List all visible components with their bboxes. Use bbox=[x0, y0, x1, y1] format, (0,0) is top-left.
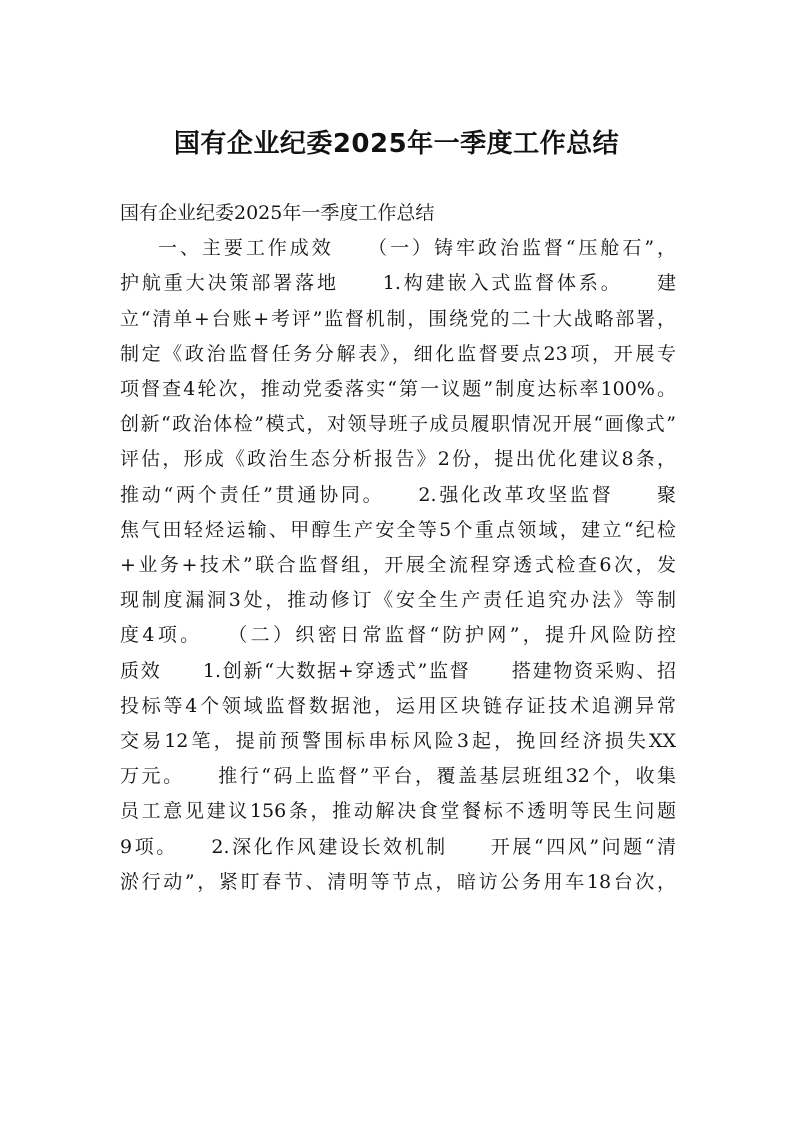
body-line: 投标等4个领域监督数据池，运用区块链存证技术追溯异常 bbox=[120, 694, 676, 717]
body-line: 淤行动”，紧盯春节、清明等节点，暗访公务用车18台次， bbox=[120, 870, 676, 893]
body-line: 9项。 2.深化作风建设长效机制 开展“四风”问题“清 bbox=[120, 835, 676, 858]
body-line: 员工意见建议156条，推动解决食堂餐标不透明等民生问题 bbox=[120, 800, 676, 823]
body-line: 制定《政治监督任务分解表》，细化监督要点23项，开展专 bbox=[120, 342, 676, 365]
document-body bbox=[120, 196, 676, 900]
body-line: 现制度漏洞3处，推动修订《安全生产责任追究办法》等制 bbox=[120, 589, 676, 612]
body-line: 评估，形成《政治生态分析报告》2份，提出优化建议8条， bbox=[120, 448, 676, 471]
body-line: 焦气田轻烃运输、甲醇生产安全等5个重点领域，建立“纪检 bbox=[120, 518, 676, 541]
body-line: 护航重大决策部署落地 1.构建嵌入式监督体系。 建 bbox=[120, 272, 676, 295]
body-line: 创新“政治体检”模式，对领导班子成员履职情况开展“画像式” bbox=[120, 413, 676, 436]
body-line: 项督查4轮次，推动党委落实“第一议题”制度达标率100%。 bbox=[120, 378, 676, 401]
body-line: 质效 1.创新“大数据+穿透式”监督 搭建物资采购、招 bbox=[120, 659, 676, 682]
body-line: 万元。 推行“码上监督”平台，覆盖基层班组32个，收集 bbox=[120, 765, 676, 788]
body-line: 推动“两个责任”贯通协同。 2.强化改革攻坚监督 聚 bbox=[120, 483, 676, 506]
body-line: 度4项。 （二）织密日常监督“防护网”，提升风险防控 bbox=[120, 624, 676, 647]
body-line: 交易12笔，提前预警围标串标风险3起，挽回经济损失XX bbox=[120, 730, 676, 753]
body-line: 一、主要工作成效 （一）铸牢政治监督“压舱石”， bbox=[158, 237, 676, 260]
body-line-subtitle: 国有企业纪委2025年一季度工作总结 bbox=[120, 202, 435, 224]
body-line: +业务+技术”联合监督组，开展全流程穿透式检查6次，发 bbox=[120, 554, 676, 577]
document-title: 国有企业纪委2025年一季度工作总结 bbox=[173, 129, 620, 159]
body-line: 立“清单+台账+考评”监督机制，围绕党的二十大战略部署， bbox=[120, 307, 676, 330]
